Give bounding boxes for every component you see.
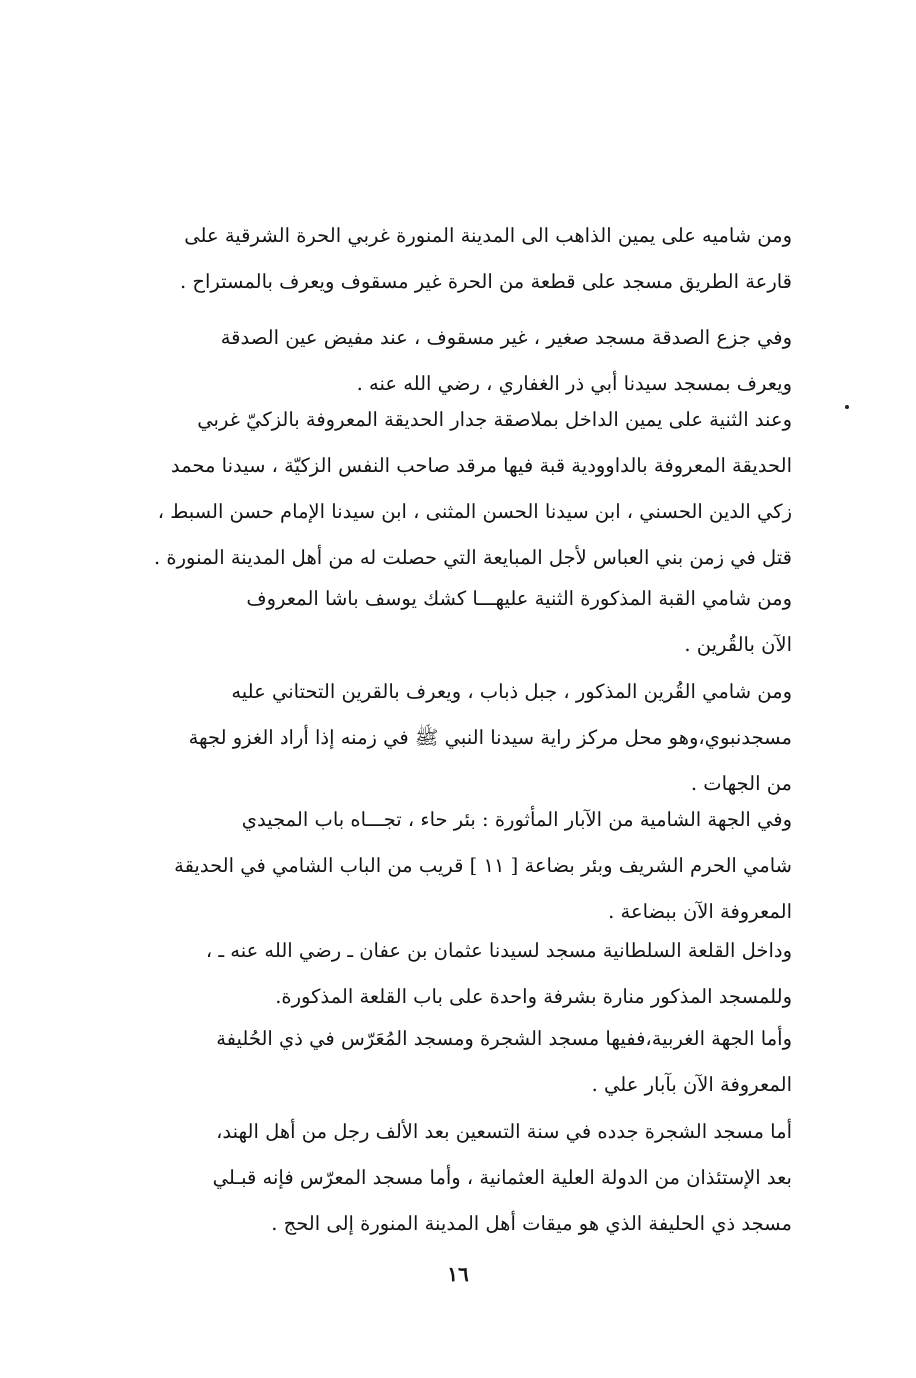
text-line: المعروفة الآن ببضاعة . bbox=[608, 900, 792, 923]
paragraph bbox=[136, 397, 792, 581]
paragraph bbox=[136, 797, 792, 935]
text-line: الحديقة المعروفة بالداوودية قبة فيها مرقد صاحب النفس الزكيّة ، سيدنا محمد bbox=[170, 454, 792, 477]
page-number: ١٦ bbox=[447, 1262, 469, 1286]
text-line: ويعرف بمسجد سيدنا أبي ذر الغفاري ، رضي الله عنه . bbox=[356, 372, 792, 395]
text-line: قارعة الطريق مسجد على قطعة من الحرة غير مسقوف ويعرف بالمستراح . bbox=[179, 270, 792, 293]
paragraph bbox=[136, 1016, 792, 1108]
text-line: وفي جزع الصدقة مسجد صغير ، غير مسقوف ، عند مفيض عين الصدقة bbox=[220, 326, 792, 349]
paragraph bbox=[136, 669, 792, 807]
body-text bbox=[136, 0, 792, 1378]
text-line: ومن شاميه على يمين الذاهب الى المدينة المنورة غربي الحرة الشرقية على bbox=[184, 224, 792, 247]
text-line: وأما الجهة الغربية،ففيها مسجد الشجرة ومسجد المُعَرّس في ذي الحُليفة bbox=[216, 1027, 792, 1050]
text-line: وداخل القلعة السلطانية مسجد لسيدنا عثمان بن عفان ـ رضي الله عنه ـ ، bbox=[205, 939, 792, 962]
ink-speck bbox=[845, 405, 849, 409]
text-line: وللمسجد المذكور منارة بشرفة واحدة على باب القلعة المذكورة. bbox=[275, 985, 792, 1008]
text-line: وفي الجهة الشامية من الآبار المأثورة : بئر حاء ، تجـــاه باب المجيدي bbox=[241, 808, 792, 831]
paragraph bbox=[136, 213, 792, 305]
paragraph bbox=[136, 928, 792, 1020]
text-line: زكي الدين الحسني ، ابن سيدنا الحسن المثنى ، ابن سيدنا الإمام حسن السبط ، bbox=[157, 500, 792, 523]
text-line: مسجدنبوي،وهو محل مركز راية سيدنا النبي ﷺ في زمنه إذا أراد الغزو لجهة bbox=[188, 726, 792, 749]
text-line: أما مسجد الشجرة جدده في سنة التسعين بعد الألف رجل من أهل الهند، bbox=[216, 1120, 792, 1143]
paragraph bbox=[136, 576, 792, 668]
text-line: قتل في زمن بني العباس لأجل المبايعة التي حصلت له من أهل المدينة المنورة . bbox=[154, 546, 792, 569]
text-line: ومن شامي القُرين المذكور ، جبل ذباب ، ويعرف بالقرين التحتاني عليه bbox=[231, 680, 792, 703]
text-line: وعند الثنية على يمين الداخل بملاصقة جدار الحديقة المعروفة بالزكيّ غربي bbox=[197, 408, 792, 431]
paragraph bbox=[136, 315, 792, 407]
text-line: مسجد ذي الحليفة الذي هو ميقات أهل المدينة المنورة إلى الحج . bbox=[271, 1212, 792, 1235]
text-line: بعد الإستئذان من الدولة العلية العثمانية ، وأما مسجد المعرّس فإنه قبـلي bbox=[212, 1166, 792, 1189]
text-line: الآن بالقُرين . bbox=[684, 633, 792, 656]
paragraph bbox=[136, 1109, 792, 1247]
text-line: شامي الحرم الشريف وبئر بضاعة [ ١١ ] قريب من الباب الشامي في الحديقة bbox=[174, 854, 792, 877]
text-line: ومن شامي القبة المذكورة الثنية عليهـــا كشك يوسف باشا المعروف bbox=[246, 587, 792, 610]
text-line: المعروفة الآن بآبار علي . bbox=[591, 1073, 792, 1096]
text-line: من الجهات . bbox=[690, 772, 792, 795]
